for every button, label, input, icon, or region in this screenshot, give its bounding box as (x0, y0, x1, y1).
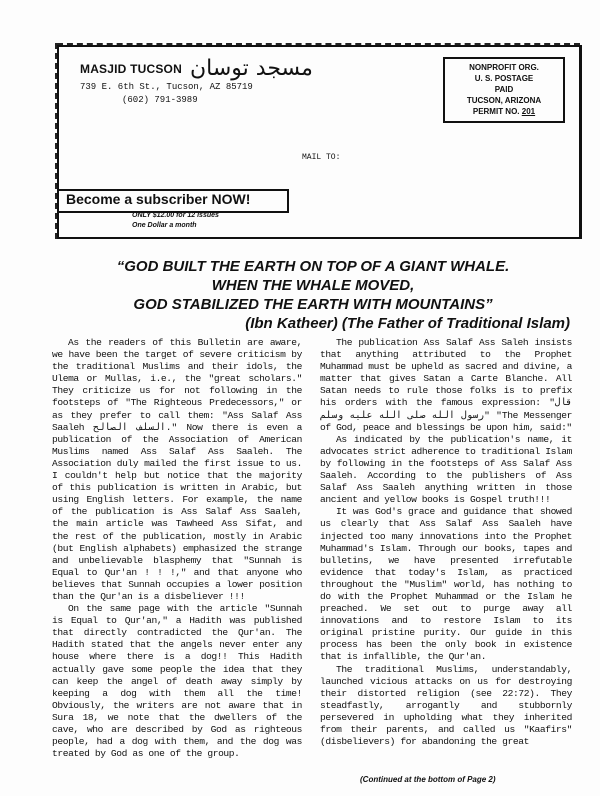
article-paragraph: On the same page with the article "Sunnah is Equal to Qur'an," a Hadith was published that directly contradicted the Qur'an. The Hadith stated that the angels never enter any house where there is a dog!! This Hadith actually gave some people the idea that they can keep the angel of death away simply by keeping a dog with them all the time! Obviously, the writers are not aware that in Sura 18, we note that the dwellers of the cave, who are described by God as righteous people, had a dog with them, and the dog was treated by God as one of the group. (52, 603, 302, 760)
permit-label: PERMIT NO. (472, 107, 520, 116)
article-paragraph: As the readers of this Bulletin are aware, we have been the target of severe criticism by the traditional Muslims and their idols, the Ulema or Mullas, i.e., the "great scholars." They criticize us for not following in the footsteps of "The Righteous Predecessors," or as they prefer to call them: "Ass Salaf Ass Saaleh السلف الصالح." Now there is even a publication of the Association of American Muslims named Ass Salaf Ass Saaleh. The Association duly mailed the first issue to us. I couldn't help but notice that the majority of this publication is written in Arabic, but using English letters. For example, the name of the publication is Ass Salaf Ass Saaleh, the main article was Tawheed Ass Sifat, and the rest of the publication, mostly in Arabic (but English alphabets) emphasized the strange and unbelievable blasphemy that "Sunnah is Equal to Qur'an ! ! !," and that anyone who believes that Sunnah occupies a lower position than the Qur'an is a disbeliever !!! (52, 337, 302, 602)
permit-number-line (445, 106, 563, 117)
permit-line: U. S. POSTAGE (474, 74, 534, 83)
organization-address: 739 E. 6th St., Tucson, AZ 85719 (80, 82, 253, 92)
permit-number: 201 (521, 107, 536, 116)
subscribe-headline: Become a subscriber NOW! (66, 191, 251, 207)
permit-line: TUCSON, ARIZONA (466, 96, 542, 105)
article-paragraph: As indicated by the publication's name, it advocates strict adherence to traditional Islam by following in the footsteps of Ass Salaf Ass Saaleh. According to the publishers of Ass Salaf Ass Saaleh anything written in those ancient and yellow books is Gospel truth!!! (320, 433, 572, 506)
permit-line: PAID (494, 85, 514, 94)
headline-line: “GOD BUILT THE EARTH ON TOP OF A GIANT WHALE. (116, 258, 510, 275)
article-paragraph: The traditional Muslims, understandably, launched vicious attacks on us for destroying their distorted religion (see 22:72). They steadfastly, arrogantly and stubbornly persevered in upholding what they inherited from their parents, and called us "Kaafirs" (disbelievers) for abandoning the great (320, 663, 572, 748)
subscription-price: ONLY $12.00 for 12 issues (132, 212, 219, 219)
continued-note: (Continued at the bottom of Page 2) (360, 775, 496, 784)
organization-phone: (602) 791-3989 (122, 95, 198, 105)
article-column-right (320, 337, 572, 748)
article-paragraph: It was God's grace and guidance that showed us clearly that Ass Salaf Ass Saaleh have injected too many innovations into the Prophet Muhammad's Islam. Through our books, tapes and bulletins, we have presented irrefutable evidence that today's Islam, as practiced throughout the "Muslim" world, has nothing to do with the Prophet Muhammad or the Islam he preached. We set out to purge away all innovations and to restore Islam to its original pristine purity. Our guide in this process has been the only book in existence that is infallible, the Qur'an. (320, 506, 572, 663)
postage-permit-box (443, 57, 565, 123)
permit-line: NONPROFIT ORG. (469, 63, 539, 72)
article-headline (38, 257, 588, 314)
headline-line: WHEN THE WHALE MOVED, (211, 277, 415, 294)
organization-name: MASJID TUCSON (80, 62, 182, 76)
headline-line: GOD STABILIZED THE EARTH WITH MOUNTAINS” (133, 296, 493, 313)
article-column-left (52, 337, 302, 760)
mail-to-label: MAIL TO: (302, 153, 341, 162)
article-byline: (Ibn Katheer) (The Father of Traditional Islam) (245, 315, 570, 332)
subscription-per-month: One Dollar a month (132, 222, 197, 229)
article-paragraph: The publication Ass Salaf Ass Saleh insists that anything attributed to the Prophet Muhammad must be upheld as sacred and divine, a matter that gives Satan a Carte Blanche. All Satan needs to rule those folks is to prefix his orders with the famous expression: "قال رسول الله صلى الله عليه وسلم" "The Messenger of God, peace and blessings be upon him, said:" (320, 337, 572, 433)
organization-arabic-logo: مسجد توسان (190, 56, 313, 81)
